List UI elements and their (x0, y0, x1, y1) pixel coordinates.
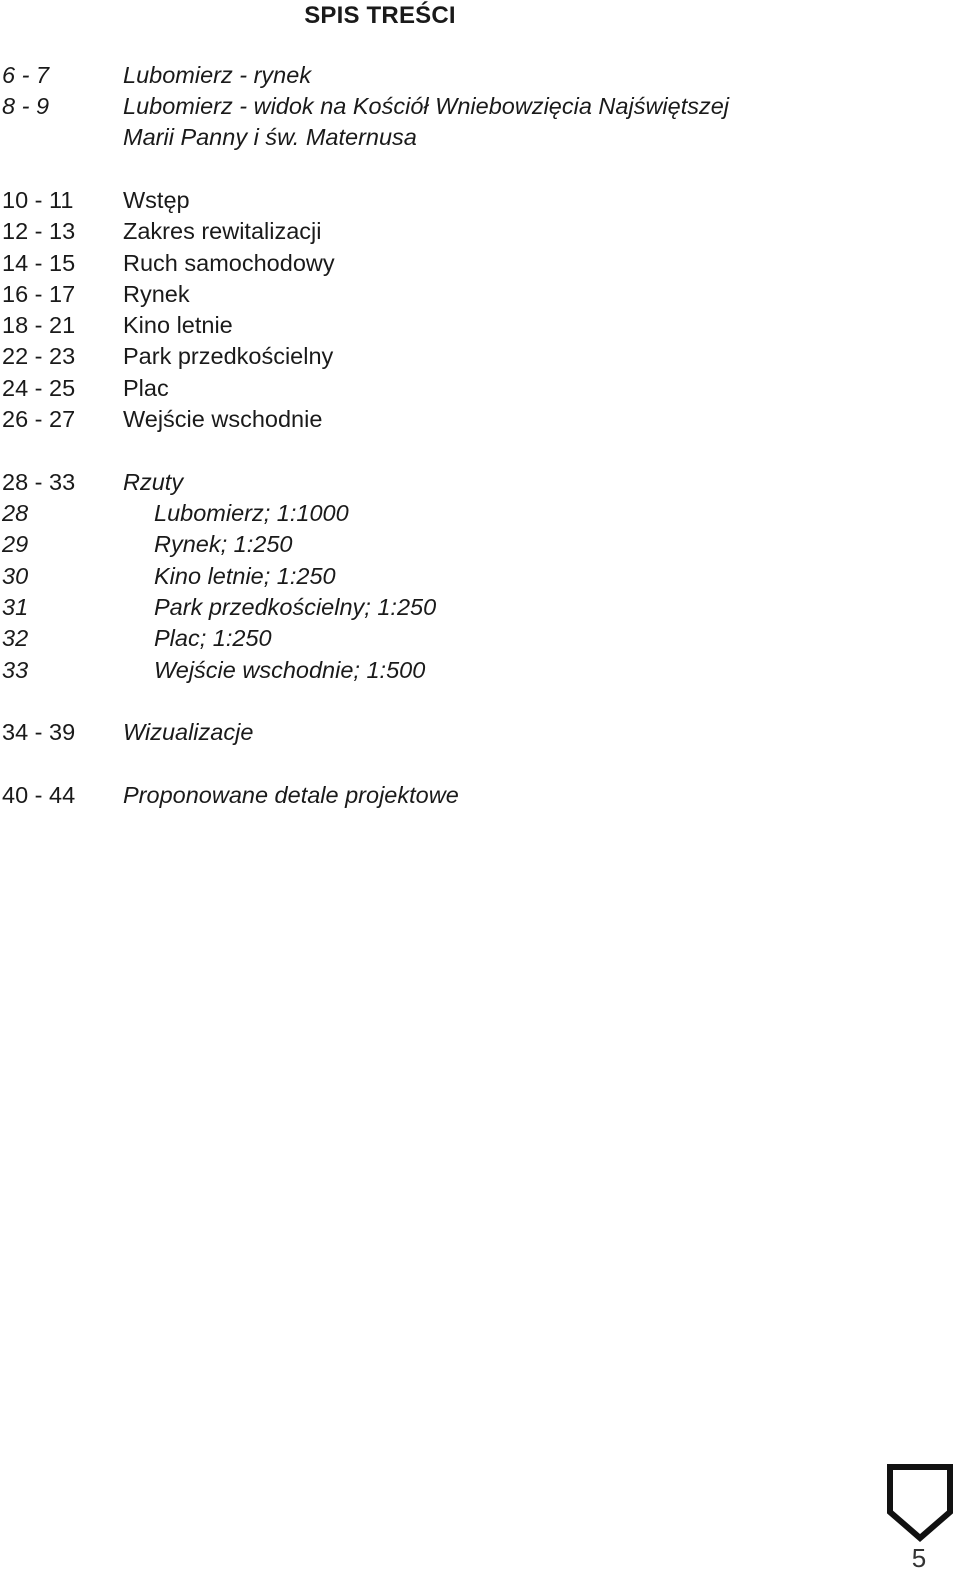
toc-pages: 29 (2, 531, 29, 557)
toc-label: Plac; 1:250 (154, 625, 272, 651)
toc-label: Wejście wschodnie; 1:500 (154, 657, 426, 683)
toc-pages: 18 - 21 (2, 312, 76, 338)
shield-icon (885, 1462, 955, 1544)
toc-label: Ruch samochodowy (123, 250, 335, 276)
toc-label: Wizualizacje (123, 719, 254, 745)
toc-pages: 16 - 17 (2, 281, 76, 307)
toc-label: Rzuty (123, 469, 184, 495)
toc-label: Zakres rewitalizacji (123, 218, 322, 244)
toc-pages: 28 - 33 (2, 469, 76, 495)
page-title: SPIS TREŚCI (304, 2, 456, 29)
toc-label: Wstęp (123, 187, 190, 213)
toc-label: Park przedkościelny (123, 343, 334, 369)
toc-label: Proponowane detale projektowe (123, 782, 459, 808)
toc-label: Rynek; 1:250 (154, 531, 293, 557)
toc-pages: 31 (2, 594, 29, 620)
toc-pages: 24 - 25 (2, 375, 76, 401)
toc-pages: 14 - 15 (2, 250, 76, 276)
toc-pages: 34 - 39 (2, 719, 76, 745)
toc-label: Plac (123, 375, 169, 401)
page-number: 5 (911, 1543, 927, 1573)
toc-pages: 22 - 23 (2, 343, 76, 369)
toc-pages: 33 (2, 657, 29, 683)
toc-label: Kino letnie; 1:250 (154, 563, 336, 589)
toc-pages: 6 - 7 (2, 62, 50, 88)
toc-label: Lubomierz; 1:1000 (154, 500, 349, 526)
toc-label: Lubomierz - rynek (123, 62, 312, 88)
toc-pages: 26 - 27 (2, 406, 76, 432)
toc-label: Kino letnie (123, 312, 233, 338)
toc-pages: 8 - 9 (2, 93, 50, 119)
toc-pages: 30 (2, 563, 29, 589)
toc-label: Wejście wschodnie (123, 406, 323, 432)
toc-pages: 10 - 11 (2, 187, 74, 213)
toc-label: Park przedkościelny; 1:250 (154, 594, 437, 620)
toc-label: Rynek (123, 281, 190, 307)
toc-label: Lubomierz - widok na Kościół Wniebowzięcia Najświętszej Marii Panny i św. Maternusa (123, 93, 730, 150)
toc-pages: 12 - 13 (2, 218, 76, 244)
toc-pages: 28 (2, 500, 29, 526)
toc-pages: 32 (2, 625, 29, 651)
toc-pages: 40 - 44 (2, 782, 76, 808)
